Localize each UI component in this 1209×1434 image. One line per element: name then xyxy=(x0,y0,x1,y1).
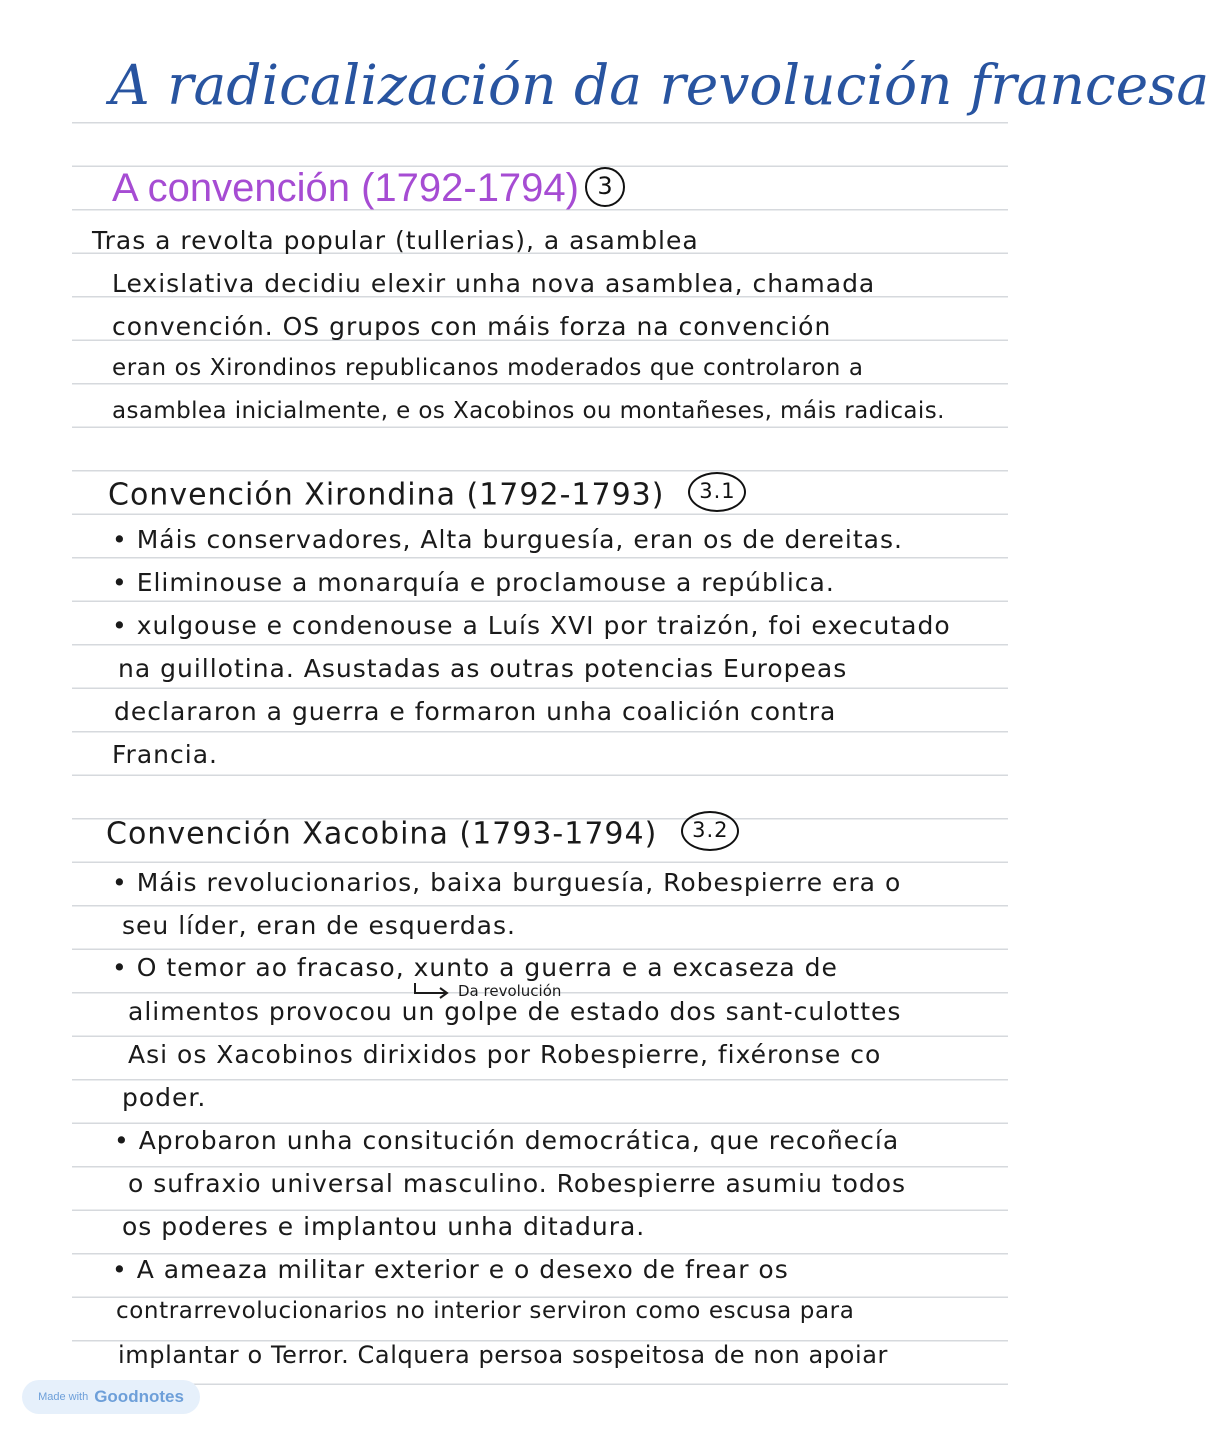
annotation-note: Da revolución xyxy=(458,982,562,1000)
page-title: A radicalización da revolución francesa xyxy=(110,53,1209,117)
intro-line-2: Lexislativa decidiu elexir unha nova asamblea, chamada xyxy=(112,269,876,298)
girondina-number-badge: 3.1 xyxy=(688,472,746,512)
intro-line-3: convención. OS grupos con máis forza na convención xyxy=(112,312,832,341)
girondina-heading xyxy=(108,476,746,516)
badge-brand-text: Goodnotes xyxy=(94,1387,184,1406)
xacobina-line-6: poder. xyxy=(122,1083,207,1112)
xacobina-line-9: os poderes e implantou unha ditadura. xyxy=(122,1212,646,1241)
xacobina-number-badge: 3.2 xyxy=(681,811,739,851)
xacobina-line-2: seu líder, eran de esquerdas. xyxy=(122,911,516,940)
made-with-goodnotes-badge xyxy=(22,1380,200,1414)
xacobina-line-11: contrarrevolucionarios no interior serviron como escusa para xyxy=(116,1298,855,1324)
girondina-line-2: • Eliminouse a monarquía e proclamouse a república. xyxy=(112,568,835,597)
badge-made-with-text: Made with xyxy=(38,1391,89,1403)
intro-line-5: asamblea inicialmente, e os Xacobinos ou montañeses, máis radicais. xyxy=(112,398,945,424)
xacobina-line-5: Asi os Xacobinos dirixidos por Robespierre, fixéronse co xyxy=(128,1040,882,1069)
intro-line-4: eran os Xirondinos republicanos moderados que controlaron a xyxy=(112,355,864,381)
girondina-line-3: • xulgouse e condenouse a Luís XVI por traizón, foi executado xyxy=(112,611,951,640)
intro-line-1: Tras a revolta popular (tullerias), a asamblea xyxy=(92,226,699,255)
section-number-badge: 3 xyxy=(585,167,625,207)
girondina-line-5: declararon a guerra e formaron unha coalición contra xyxy=(114,697,837,726)
girondina-heading-text: Convención Xirondina (1792-1793) xyxy=(108,477,665,513)
girondina-line-1: • Máis conservadores, Alta burguesía, eran os de dereitas. xyxy=(112,525,903,554)
girondina-line-6: Francia. xyxy=(112,740,218,769)
girondina-line-4: na guillotina. Asustadas as outras potencias Europeas xyxy=(118,654,848,683)
xacobina-line-7: • Aprobaron unha consitución democrática, que recoñecía xyxy=(114,1126,900,1155)
section-heading-text: A convención (1792-1794) xyxy=(112,166,579,210)
xacobina-line-10: • A ameaza militar exterior e o desexo de frear os xyxy=(112,1255,789,1284)
xacobina-line-4: alimentos provocou un golpe de estado dos sant-culottes xyxy=(128,997,902,1026)
section-heading xyxy=(112,168,625,210)
xacobina-line-1: • Máis revolucionarios, baixa burguesía, Robespierre era o xyxy=(112,868,902,897)
xacobina-heading-text: Convención Xacobina (1793-1794) xyxy=(106,816,658,852)
xacobina-heading xyxy=(106,815,739,855)
xacobina-line-8: o sufraxio universal masculino. Robespierre asumiu todos xyxy=(128,1169,907,1198)
xacobina-line-12: implantar o Terror. Calquera persoa sospeitosa de non apoiar xyxy=(118,1341,888,1369)
xacobina-line-3: • O temor ao fracaso, xunto a guerra e a excaseza de xyxy=(112,953,838,982)
